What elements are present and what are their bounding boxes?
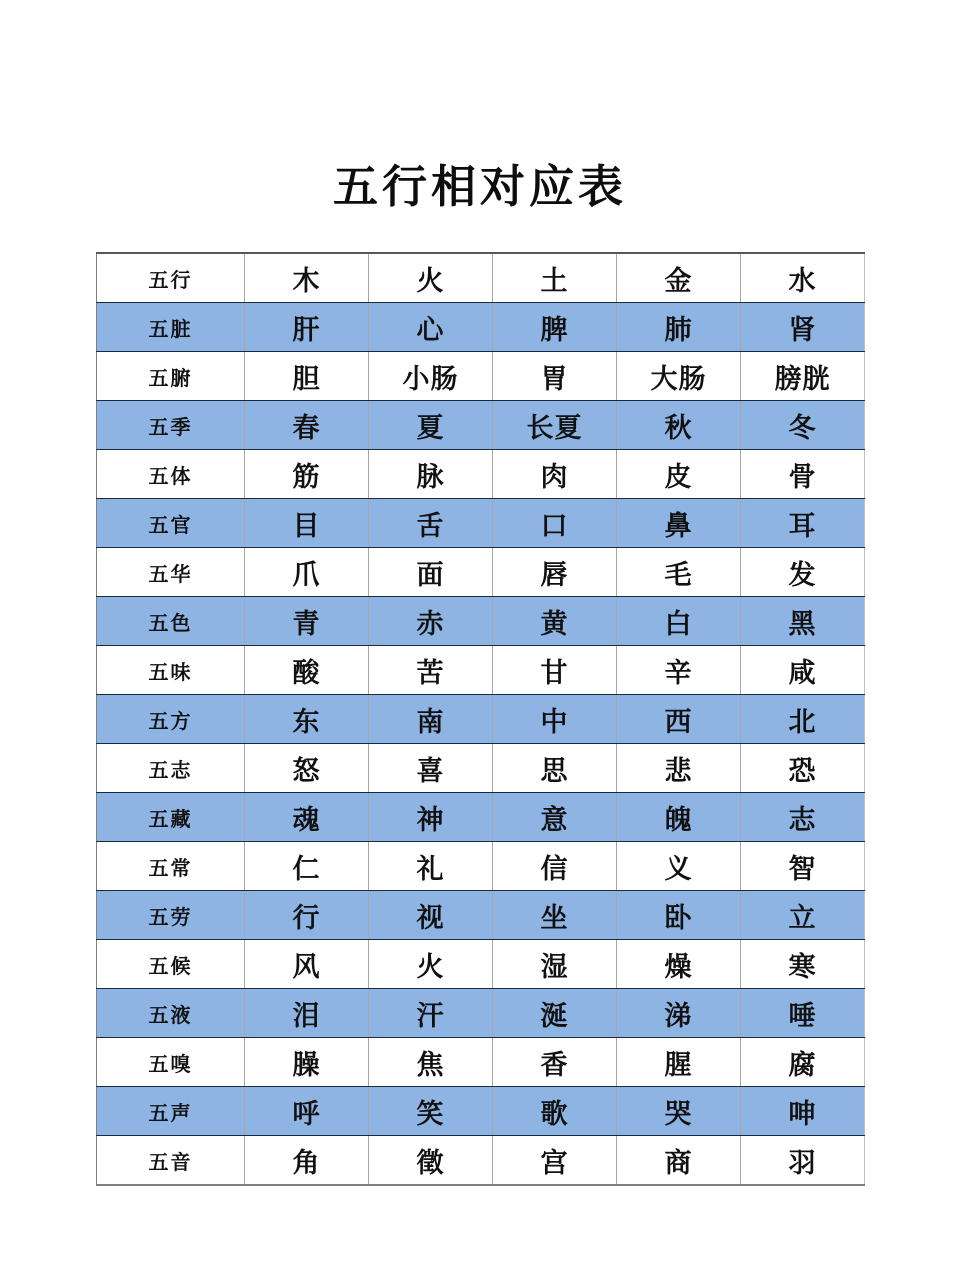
table-cell: 肾 xyxy=(741,303,865,352)
table-cell: 肝 xyxy=(245,303,369,352)
table-cell: 志 xyxy=(741,793,865,842)
row-label: 五志 xyxy=(97,744,245,793)
table-cell: 胃 xyxy=(493,352,617,401)
table-cell: 白 xyxy=(617,597,741,646)
table-cell: 唾 xyxy=(741,989,865,1038)
table-cell: 礼 xyxy=(369,842,493,891)
table-cell: 木 xyxy=(245,253,369,303)
table-cell: 膀胱 xyxy=(741,352,865,401)
table-cell: 毛 xyxy=(617,548,741,597)
table-row xyxy=(97,450,865,499)
table-cell: 小肠 xyxy=(369,352,493,401)
table-cell: 悲 xyxy=(617,744,741,793)
table-cell: 视 xyxy=(369,891,493,940)
table-cell: 中 xyxy=(493,695,617,744)
table-cell: 长夏 xyxy=(493,401,617,450)
table-cell: 义 xyxy=(617,842,741,891)
table-cell: 卧 xyxy=(617,891,741,940)
table-cell: 东 xyxy=(245,695,369,744)
table-cell: 青 xyxy=(245,597,369,646)
table-cell: 涎 xyxy=(493,989,617,1038)
table-cell: 角 xyxy=(245,1136,369,1186)
table-cell: 笑 xyxy=(369,1087,493,1136)
row-label: 五行 xyxy=(97,253,245,303)
row-label: 五腑 xyxy=(97,352,245,401)
table-row xyxy=(97,744,865,793)
table-cell: 面 xyxy=(369,548,493,597)
table-cell: 立 xyxy=(741,891,865,940)
table-cell: 西 xyxy=(617,695,741,744)
table-row xyxy=(97,1136,865,1186)
table-cell: 涕 xyxy=(617,989,741,1038)
row-label: 五官 xyxy=(97,499,245,548)
table-cell: 唇 xyxy=(493,548,617,597)
table-cell: 大肠 xyxy=(617,352,741,401)
table-cell: 胆 xyxy=(245,352,369,401)
table-cell: 徵 xyxy=(369,1136,493,1186)
table-cell: 夏 xyxy=(369,401,493,450)
table-cell: 舌 xyxy=(369,499,493,548)
table-row xyxy=(97,891,865,940)
table-cell: 冬 xyxy=(741,401,865,450)
table-row xyxy=(97,597,865,646)
table-cell: 口 xyxy=(493,499,617,548)
table-cell: 南 xyxy=(369,695,493,744)
table-cell: 黑 xyxy=(741,597,865,646)
table-cell: 水 xyxy=(741,253,865,303)
table-row xyxy=(97,842,865,891)
table-cell: 发 xyxy=(741,548,865,597)
row-label: 五方 xyxy=(97,695,245,744)
table-cell: 思 xyxy=(493,744,617,793)
table-cell: 火 xyxy=(369,940,493,989)
table-row xyxy=(97,1038,865,1087)
row-label: 五味 xyxy=(97,646,245,695)
table-container xyxy=(96,252,864,1186)
table-cell: 燥 xyxy=(617,940,741,989)
row-label: 五脏 xyxy=(97,303,245,352)
table-cell: 脾 xyxy=(493,303,617,352)
table-cell: 呼 xyxy=(245,1087,369,1136)
row-label: 五常 xyxy=(97,842,245,891)
table-row xyxy=(97,940,865,989)
row-label: 五藏 xyxy=(97,793,245,842)
table-cell: 心 xyxy=(369,303,493,352)
row-label: 五音 xyxy=(97,1136,245,1186)
table-cell: 信 xyxy=(493,842,617,891)
table-cell: 耳 xyxy=(741,499,865,548)
table-cell: 赤 xyxy=(369,597,493,646)
table-cell: 黄 xyxy=(493,597,617,646)
row-label: 五华 xyxy=(97,548,245,597)
table-cell: 湿 xyxy=(493,940,617,989)
table-cell: 泪 xyxy=(245,989,369,1038)
table-row xyxy=(97,646,865,695)
table-cell: 香 xyxy=(493,1038,617,1087)
table-cell: 皮 xyxy=(617,450,741,499)
table-cell: 恐 xyxy=(741,744,865,793)
table-cell: 甘 xyxy=(493,646,617,695)
table-cell: 智 xyxy=(741,842,865,891)
table-cell: 呻 xyxy=(741,1087,865,1136)
table-cell: 宫 xyxy=(493,1136,617,1186)
row-label: 五色 xyxy=(97,597,245,646)
table-cell: 春 xyxy=(245,401,369,450)
table-cell: 坐 xyxy=(493,891,617,940)
table-cell: 脉 xyxy=(369,450,493,499)
row-label: 五嗅 xyxy=(97,1038,245,1087)
table-cell: 焦 xyxy=(369,1038,493,1087)
table-row xyxy=(97,401,865,450)
table-cell: 肺 xyxy=(617,303,741,352)
table-cell: 金 xyxy=(617,253,741,303)
table-row xyxy=(97,548,865,597)
five-elements-correspondence-table xyxy=(96,252,865,1186)
table-cell: 辛 xyxy=(617,646,741,695)
table-cell: 火 xyxy=(369,253,493,303)
table-cell: 北 xyxy=(741,695,865,744)
table-cell: 哭 xyxy=(617,1087,741,1136)
table-cell: 意 xyxy=(493,793,617,842)
table-row xyxy=(97,253,865,303)
table-cell: 腐 xyxy=(741,1038,865,1087)
table-row xyxy=(97,499,865,548)
row-label: 五声 xyxy=(97,1087,245,1136)
table-cell: 筋 xyxy=(245,450,369,499)
page-title: 五行相对应表 xyxy=(332,160,627,213)
table-row xyxy=(97,989,865,1038)
table-cell: 风 xyxy=(245,940,369,989)
table-cell: 苦 xyxy=(369,646,493,695)
table-cell: 咸 xyxy=(741,646,865,695)
row-label: 五劳 xyxy=(97,891,245,940)
table-cell: 汗 xyxy=(369,989,493,1038)
table-cell: 爪 xyxy=(245,548,369,597)
row-label: 五液 xyxy=(97,989,245,1038)
table-cell: 羽 xyxy=(741,1136,865,1186)
table-cell: 歌 xyxy=(493,1087,617,1136)
table-cell: 怒 xyxy=(245,744,369,793)
table-cell: 腥 xyxy=(617,1038,741,1087)
table-cell: 商 xyxy=(617,1136,741,1186)
table-cell: 土 xyxy=(493,253,617,303)
table-cell: 行 xyxy=(245,891,369,940)
table-cell: 魄 xyxy=(617,793,741,842)
row-label: 五体 xyxy=(97,450,245,499)
row-label: 五候 xyxy=(97,940,245,989)
table-row xyxy=(97,352,865,401)
table-body xyxy=(97,253,865,1185)
table-cell: 喜 xyxy=(369,744,493,793)
table-cell: 秋 xyxy=(617,401,741,450)
table-cell: 鼻 xyxy=(617,499,741,548)
table-row xyxy=(97,303,865,352)
table-cell: 肉 xyxy=(493,450,617,499)
table-cell: 骨 xyxy=(741,450,865,499)
table-row xyxy=(97,1087,865,1136)
table-cell: 臊 xyxy=(245,1038,369,1087)
table-row xyxy=(97,793,865,842)
row-label: 五季 xyxy=(97,401,245,450)
table-cell: 目 xyxy=(245,499,369,548)
table-cell: 仁 xyxy=(245,842,369,891)
table-row xyxy=(97,695,865,744)
table-cell: 寒 xyxy=(741,940,865,989)
table-cell: 魂 xyxy=(245,793,369,842)
table-cell: 酸 xyxy=(245,646,369,695)
table-cell: 神 xyxy=(369,793,493,842)
